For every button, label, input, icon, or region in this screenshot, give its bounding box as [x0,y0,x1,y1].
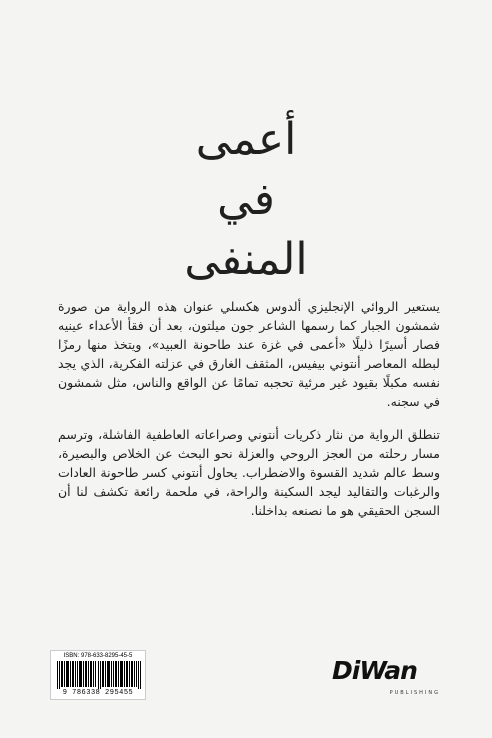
publisher-logo-subtext: PUBLISHING [389,690,440,696]
book-title [0,110,492,290]
blurb-paragraph-2: تنطلق الرواية من نثار ذكريات أنتوني وصراعاته العاطفية الفاشلة، وترسم مسار رحلته من العجز الروحي والعزلة نحو البحث عن الخلاص والبصيرة، وسط عالم شديد القسوة والاضطراب. يحاول أنتوني كسر طاحونة العادات والرغبات والتقاليد ليجد السكينة والراحة، في ملحمة رائعة تكشف لنا أن السجن الحقيقي هو ما نصنعه بداخلنا. [58,427,440,518]
barcode-number: 9 786338 295455 [62,689,134,697]
title-line-1: أعمى [195,114,297,165]
publisher-logo [332,656,440,702]
title-line-2: في [217,174,275,225]
title-line-3: المنفى [184,234,308,285]
blurb-paragraph-1: يستعير الروائي الإنجليزي ألدوس هكسلي عنوان هذه الرواية من صورة شمشون الجبار كما رسمها الشاعر جون ميلتون، بعد أن فقأ الأعداء عينيه فصار أسيرًا ذليلًا «أعمى في غزة عند طاحونة العبيد»، ويتخذ منها رمزًا لبطله المعاصر أنتوني بيفيس، المثقف الغارق في عزلته الفكرية، الذي يجد نفسه مكبلًا بقيود غير مرئية تحجبه تمامًا عن الواقع والناس، مثل شمشون في سجنه. [58,299,440,409]
isbn-label: ISBN: 978-633-8295-45-5 [63,653,133,659]
barcode-bars [57,661,141,689]
publisher-logo-text: DiWan [332,656,417,685]
barcode [50,650,146,700]
